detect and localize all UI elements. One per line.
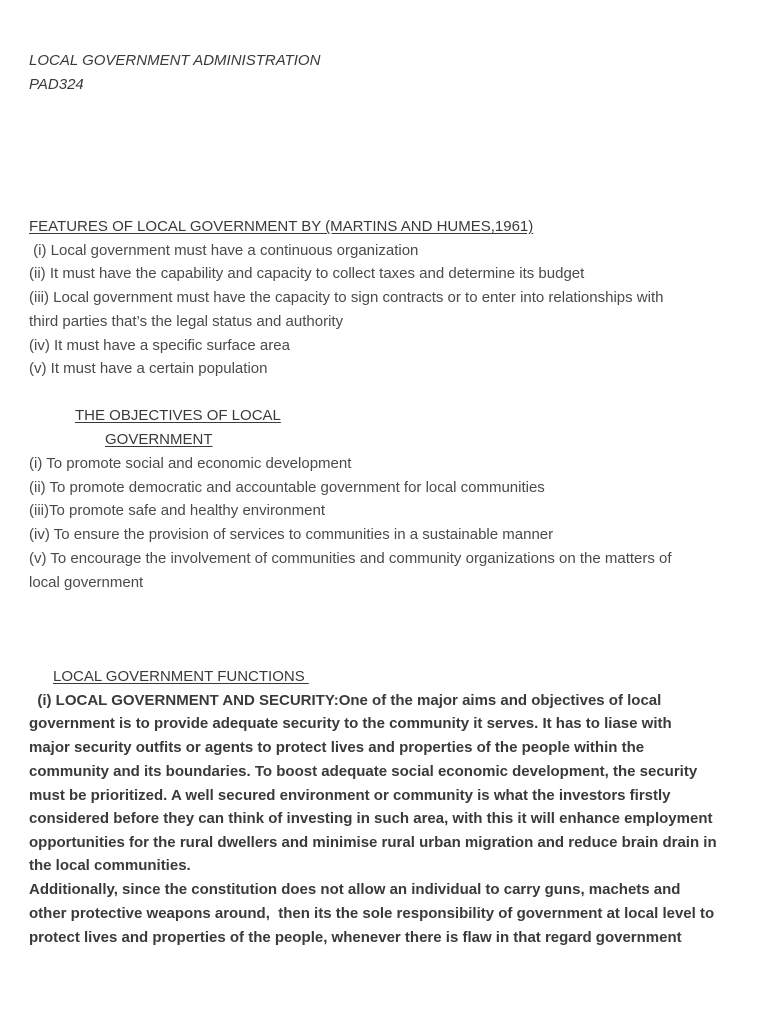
functions-heading: LOCAL GOVERNMENT FUNCTIONS (53, 668, 309, 685)
functions-paragraph-line: opportunities for the rural dwellers and minimise rural urban migration and reduce brain drain in (29, 834, 717, 851)
functions-paragraph-line: must be prioritized. A well secured environment or community is what the investors firstly (29, 787, 671, 804)
feature-item: (v) It must have a certain population (29, 360, 268, 377)
feature-item: (iv) It must have a specific surface area (29, 337, 290, 354)
functions-paragraph-line: protect lives and properties of the people, whenever there is flaw in that regard government (29, 929, 682, 946)
functions-paragraph-line: other protective weapons around, then its the sole responsibility of government at local level to (29, 905, 715, 922)
objective-item: (iv) To ensure the provision of services to communities in a sustainable manner (29, 526, 554, 543)
course-code: PAD324 (29, 76, 84, 93)
objective-item: local government (29, 574, 144, 591)
objective-item: (ii) To promote democratic and accountable government for local communities (29, 479, 545, 496)
functions-paragraph-line: considered before they can think of investing in such area, with this it will enhance employment (29, 810, 713, 827)
objective-item: (i) To promote social and economic development (29, 455, 352, 472)
functions-paragraph-line: government is to provide adequate security to the community it serves. It has to liase with (29, 715, 672, 732)
functions-paragraph-line: Additionally, since the constitution does not allow an individual to carry guns, machets and (29, 881, 681, 898)
feature-item: (iii) Local government must have the capacity to sign contracts or to enter into relationships with (29, 289, 664, 306)
objective-item: (iii)To promote safe and healthy environment (29, 502, 325, 519)
feature-item: third parties that’s the legal status and authority (29, 313, 344, 330)
functions-paragraph-line: major security outfits or agents to protect lives and properties of the people within the (29, 739, 645, 756)
feature-item: (i) Local government must have a continuous organization (29, 242, 419, 259)
course-title: LOCAL GOVERNMENT ADMINISTRATION (29, 52, 321, 69)
objectives-heading-cont: GOVERNMENT (105, 431, 213, 448)
feature-item: (ii) It must have the capability and capacity to collect taxes and determine its budget (29, 265, 585, 282)
objectives-heading: THE OBJECTIVES OF LOCAL (75, 407, 281, 424)
objective-item: (v) To encourage the involvement of communities and community organizations on the matters of (29, 550, 672, 567)
functions-paragraph-line: the local communities. (29, 857, 191, 874)
functions-paragraph-line: (i) LOCAL GOVERNMENT AND SECURITY:One of the major aims and objectives of local (29, 692, 662, 709)
features-heading: FEATURES OF LOCAL GOVERNMENT BY (MARTINS AND HUMES,1961) (29, 218, 534, 235)
functions-paragraph-line: community and its boundaries. To boost adequate social economic development, the security (29, 763, 698, 780)
